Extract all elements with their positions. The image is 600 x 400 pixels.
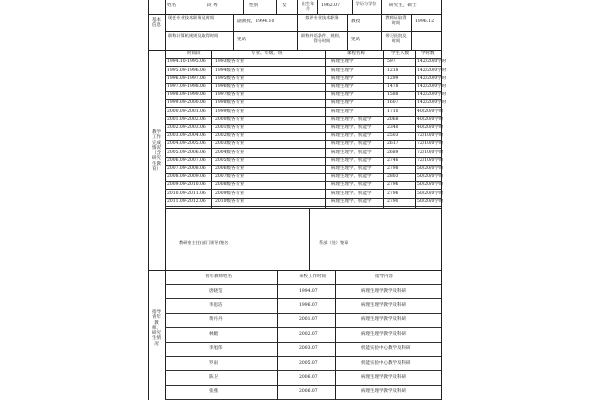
- teaching-col-line: [211, 50, 212, 208]
- cell-major: 1996级各专业: [215, 84, 245, 90]
- cert-label: 教师证取得时间: [385, 15, 407, 25]
- table-row: [165, 198, 444, 207]
- current-title-value: 副教授，1994.10: [237, 19, 275, 24]
- basic-info-section-label: 基本信息: [152, 18, 161, 29]
- cell-time: 2002.07: [299, 331, 318, 337]
- gender-label: 性别: [249, 3, 259, 8]
- cell-students: 2790: [387, 198, 399, 204]
- cell-period: 2008.09-2009.06: [167, 174, 206, 180]
- cell-name: 黄丹丹: [209, 317, 223, 323]
- cell-course: 病理生理学: [331, 75, 354, 81]
- cell-hours: 72/10/0学时: [417, 157, 444, 163]
- table-row: [165, 298, 441, 313]
- cell-students: 1478: [387, 84, 399, 90]
- cell-major: 2003级各专业: [215, 141, 245, 147]
- table-row: [165, 327, 441, 342]
- cell-name: 林媚: [209, 331, 218, 337]
- cell-students: 1218: [387, 67, 399, 73]
- header-divider: [317, 0, 318, 14]
- col-hours-header: 学时数: [421, 51, 435, 57]
- basic-info-divider: [165, 14, 166, 50]
- cell-hours: 142/20/0学时: [417, 92, 447, 98]
- cell-course: 病理生理学、机能学: [331, 133, 372, 139]
- cell-major: 2002级各专业: [215, 133, 245, 139]
- cell-period: 1995.09-1996.06: [167, 67, 206, 73]
- youth-section-label: 指导青年教师、研究生情况: [152, 310, 161, 347]
- col-time-header: 来校工作时间: [299, 274, 326, 279]
- cell-content: 机能实验中心教学及科研: [361, 360, 411, 366]
- cell-time: 2003.07: [299, 346, 318, 352]
- cell-major: 2006级各专业: [215, 166, 245, 172]
- cell-major: 2004级各专业: [215, 149, 245, 155]
- cell-content: 病理生理学教学及科研: [361, 331, 406, 337]
- cell-major: 2009级各专业: [215, 190, 245, 196]
- cell-students: 2689: [387, 149, 399, 155]
- youth-table: [165, 270, 441, 400]
- computer-label: 职称计算机规则及取得时间: [168, 33, 219, 38]
- cell-hours: 142/20/0学时: [417, 67, 447, 73]
- youth-col-line: [335, 270, 336, 400]
- header-divider: [297, 0, 298, 14]
- cell-hours: 72/10/0学时: [417, 141, 444, 147]
- cell-hours: 50/20/0学时: [417, 174, 444, 180]
- youth-table-header: [165, 270, 441, 285]
- cell-course: 病理生理学、机能学: [331, 125, 372, 131]
- cell-hours: 50/20/0学时: [417, 198, 444, 204]
- cell-period: 1994.10-1995.06: [167, 59, 206, 65]
- cell-period: 1997.09-1998.06: [167, 84, 206, 90]
- cell-content: 机能实验中心教学及科研: [361, 346, 411, 352]
- cell-course: 病理生理学: [331, 84, 354, 90]
- cell-hours: 142/20/0学时: [417, 84, 447, 90]
- basic-info-row-line: [165, 31, 441, 32]
- teaching-section-label: 教学工作完成情况（含研究生教育）: [152, 130, 161, 173]
- cell-hours: 50/20/0学时: [417, 190, 444, 196]
- cell-students: 1607: [387, 100, 399, 106]
- header-divider: [276, 0, 277, 14]
- cell-course: 病理生理学、机能学: [331, 141, 372, 147]
- cell-course: 病理生理学、机能学: [331, 166, 372, 172]
- cell-course: 病理生理学: [331, 100, 354, 106]
- sign-right-label: 系部（处）签章: [319, 240, 349, 245]
- table-row: [165, 284, 441, 299]
- cell-name: 张燕: [209, 389, 218, 395]
- cell-name: 李思洁: [209, 302, 223, 308]
- cell-course: 病理生理学、机能学: [331, 157, 372, 163]
- gender-value: 女: [282, 3, 287, 8]
- basic-info-divider: [411, 14, 412, 50]
- cell-course: 病理生理学: [331, 67, 354, 73]
- cell-period: 2005.09-2006.06: [167, 149, 206, 155]
- cell-students: 2798: [387, 166, 399, 172]
- cell-major: 1995级各专业: [215, 75, 245, 81]
- table-row: [165, 313, 441, 328]
- cell-course: 病理生理学、机能学: [331, 198, 372, 204]
- cell-time: 2005.07: [299, 360, 318, 366]
- application-form: [148, 0, 447, 400]
- cell-period: 2007.09-2008.06: [167, 166, 206, 172]
- cell-major: 2007级各专业: [215, 174, 245, 180]
- col-content-header: 指导内容: [375, 274, 393, 279]
- cell-students: 2617: [387, 141, 399, 147]
- table-row: [165, 370, 441, 385]
- concurrent-value: 教授: [351, 19, 361, 24]
- birth-label: 出生年月: [301, 1, 315, 11]
- basic-info-divider: [347, 14, 348, 50]
- basic-info-divider: [233, 14, 234, 50]
- cell-period: 2009.09-2010.06: [167, 182, 206, 188]
- cell-content: 病理生理学教学及科研: [361, 389, 406, 395]
- name-value: 段 秀: [207, 3, 218, 8]
- cell-students: 2340: [387, 125, 399, 131]
- cell-period: 2003.09-2004.06: [167, 133, 206, 139]
- cell-hours: 142/20/0学时: [417, 59, 447, 65]
- cell-students: 1299: [387, 75, 399, 81]
- teaching-table: [165, 50, 447, 208]
- cell-students: 1588: [387, 92, 399, 98]
- teaching-col-line: [383, 50, 384, 208]
- cell-period: 1999.09-2000.06: [167, 100, 206, 106]
- cell-students: 2746: [387, 157, 399, 163]
- col-name-header: 青年教师姓名: [205, 274, 232, 279]
- cell-hours: 40/20/0学时: [417, 108, 444, 114]
- cell-period: 1996.09-1997.06: [167, 75, 206, 81]
- birth-value: 1962.07: [321, 3, 340, 8]
- cell-hours: 40/20/0学时: [417, 116, 444, 122]
- cell-period: 2000.09-2001.06: [167, 108, 206, 114]
- cell-name: 唐晓莹: [209, 288, 223, 294]
- cell-hours: 40/20/0学时: [417, 125, 444, 131]
- cell-time: 2006.07: [299, 374, 318, 380]
- cell-course: 病理生理学、机能学: [331, 174, 372, 180]
- table-row: [165, 356, 441, 371]
- cell-major: 1994级各专业: [215, 67, 245, 73]
- degree-label: 学历与学位: [355, 1, 377, 6]
- cell-period: 2004.09-2005.06: [167, 141, 206, 147]
- cell-course: 病理生理学: [331, 59, 354, 65]
- cell-time: 1994.07: [299, 288, 318, 294]
- name-label: 姓名: [167, 3, 177, 8]
- cell-hours: 50/20/0学时: [417, 182, 444, 188]
- cell-course: 病理生理学、机能学: [331, 182, 372, 188]
- cell-major: 2005级各专业: [215, 157, 245, 163]
- cell-content: 病理生理学教学及科研: [361, 374, 406, 380]
- cell-content: 病理生理学教学及科研: [361, 317, 406, 323]
- cell-major: 2001级各专业: [215, 125, 245, 131]
- header-divider: [381, 0, 382, 14]
- header-divider: [352, 0, 353, 14]
- cell-students: 2068: [387, 116, 399, 122]
- table-row: [165, 342, 441, 357]
- col-students-header: 学生人数: [391, 51, 409, 57]
- cell-time: 1996.07: [299, 302, 318, 308]
- concurrent-label: 拟评专业技术职务: [305, 15, 339, 20]
- cell-content: 病理生理学教学及科研: [361, 302, 406, 308]
- sign-divider: [309, 208, 310, 270]
- cell-hours: 50/20/0学时: [417, 166, 444, 172]
- teaching-col-line: [325, 50, 326, 208]
- computer-value: 免试: [237, 37, 247, 42]
- cell-students: 2803: [387, 174, 399, 180]
- cell-name: 陈卫: [209, 374, 218, 380]
- basic-info-divider: [297, 14, 298, 50]
- current-title-label: 现任专业技术职务及时间: [168, 15, 215, 20]
- cell-hours: 72/10/0学时: [417, 133, 444, 139]
- cell-major: 1998级各专业: [215, 100, 245, 106]
- cell-period: 1998.09-1999.06: [167, 92, 206, 98]
- cell-hours: 142/20/0学时: [417, 75, 447, 81]
- cell-time: 2001.07: [299, 317, 318, 323]
- cell-course: 病理生理学: [331, 108, 354, 114]
- teaching-col-line: [415, 50, 416, 208]
- foreign-label: 职称外语条件、规则、得分时间: [301, 33, 343, 43]
- header-divider: [165, 0, 166, 14]
- col-course-header: 课程名称: [347, 51, 365, 57]
- cell-name: 罗雨: [209, 360, 218, 366]
- cell-name: 李旭伟: [209, 346, 223, 352]
- cell-major: 1999级各专业: [215, 108, 245, 114]
- cell-hours: 72/10/0学时: [417, 149, 444, 155]
- cell-content: 病理生理学教学及科研: [361, 288, 406, 294]
- cell-course: 病理生理学、机能学: [331, 190, 372, 196]
- header-row: [149, 0, 441, 15]
- cell-students: 2503: [387, 133, 399, 139]
- foreign-value: 免试: [351, 37, 361, 42]
- degree-value: 研究生，硕士: [389, 3, 417, 8]
- cell-major: 2008级各专业: [215, 182, 245, 188]
- col-major-header: 专业、年级、班: [251, 51, 283, 57]
- cell-course: 病理生理学、机能学: [331, 116, 372, 122]
- header-divider: [243, 0, 244, 14]
- cell-major: 1993级各专业: [215, 59, 245, 65]
- cell-students: 2796: [387, 190, 399, 196]
- cell-time: 2006.07: [299, 389, 318, 395]
- cell-course: 病理生理学、机能学: [331, 149, 372, 155]
- sign-row-line: [165, 208, 441, 209]
- cell-period: 2011.09-2012.06: [167, 198, 206, 204]
- youth-col-line: [277, 270, 278, 400]
- cell-students: 597: [387, 59, 396, 65]
- cell-major: 2000级各专业: [215, 116, 245, 122]
- cell-major: 1997级各专业: [215, 92, 245, 98]
- cell-students: 2796: [387, 182, 399, 188]
- cert-value: 1996.12: [415, 19, 434, 24]
- cell-students: 1710: [387, 108, 399, 114]
- training-label: 带习医院及时间: [385, 33, 407, 43]
- cell-major: 2010级各专业: [215, 198, 245, 204]
- cell-course: 病理生理学: [331, 92, 354, 98]
- cell-period: 2001.09-2002.06: [167, 116, 206, 122]
- cell-hours: 142/20/0学时: [417, 100, 447, 106]
- cell-period: 2002.09-2003.06: [167, 125, 206, 131]
- cell-period: 2006.09-2007.06: [167, 157, 206, 163]
- col-period-header: 时间段: [187, 51, 201, 57]
- table-row: [165, 385, 441, 400]
- basic-info-divider: [381, 14, 382, 50]
- sign-left-label: 教研室主任(部门领导)签名: [179, 240, 229, 245]
- cell-period: 2010.09-2011.06: [167, 190, 206, 196]
